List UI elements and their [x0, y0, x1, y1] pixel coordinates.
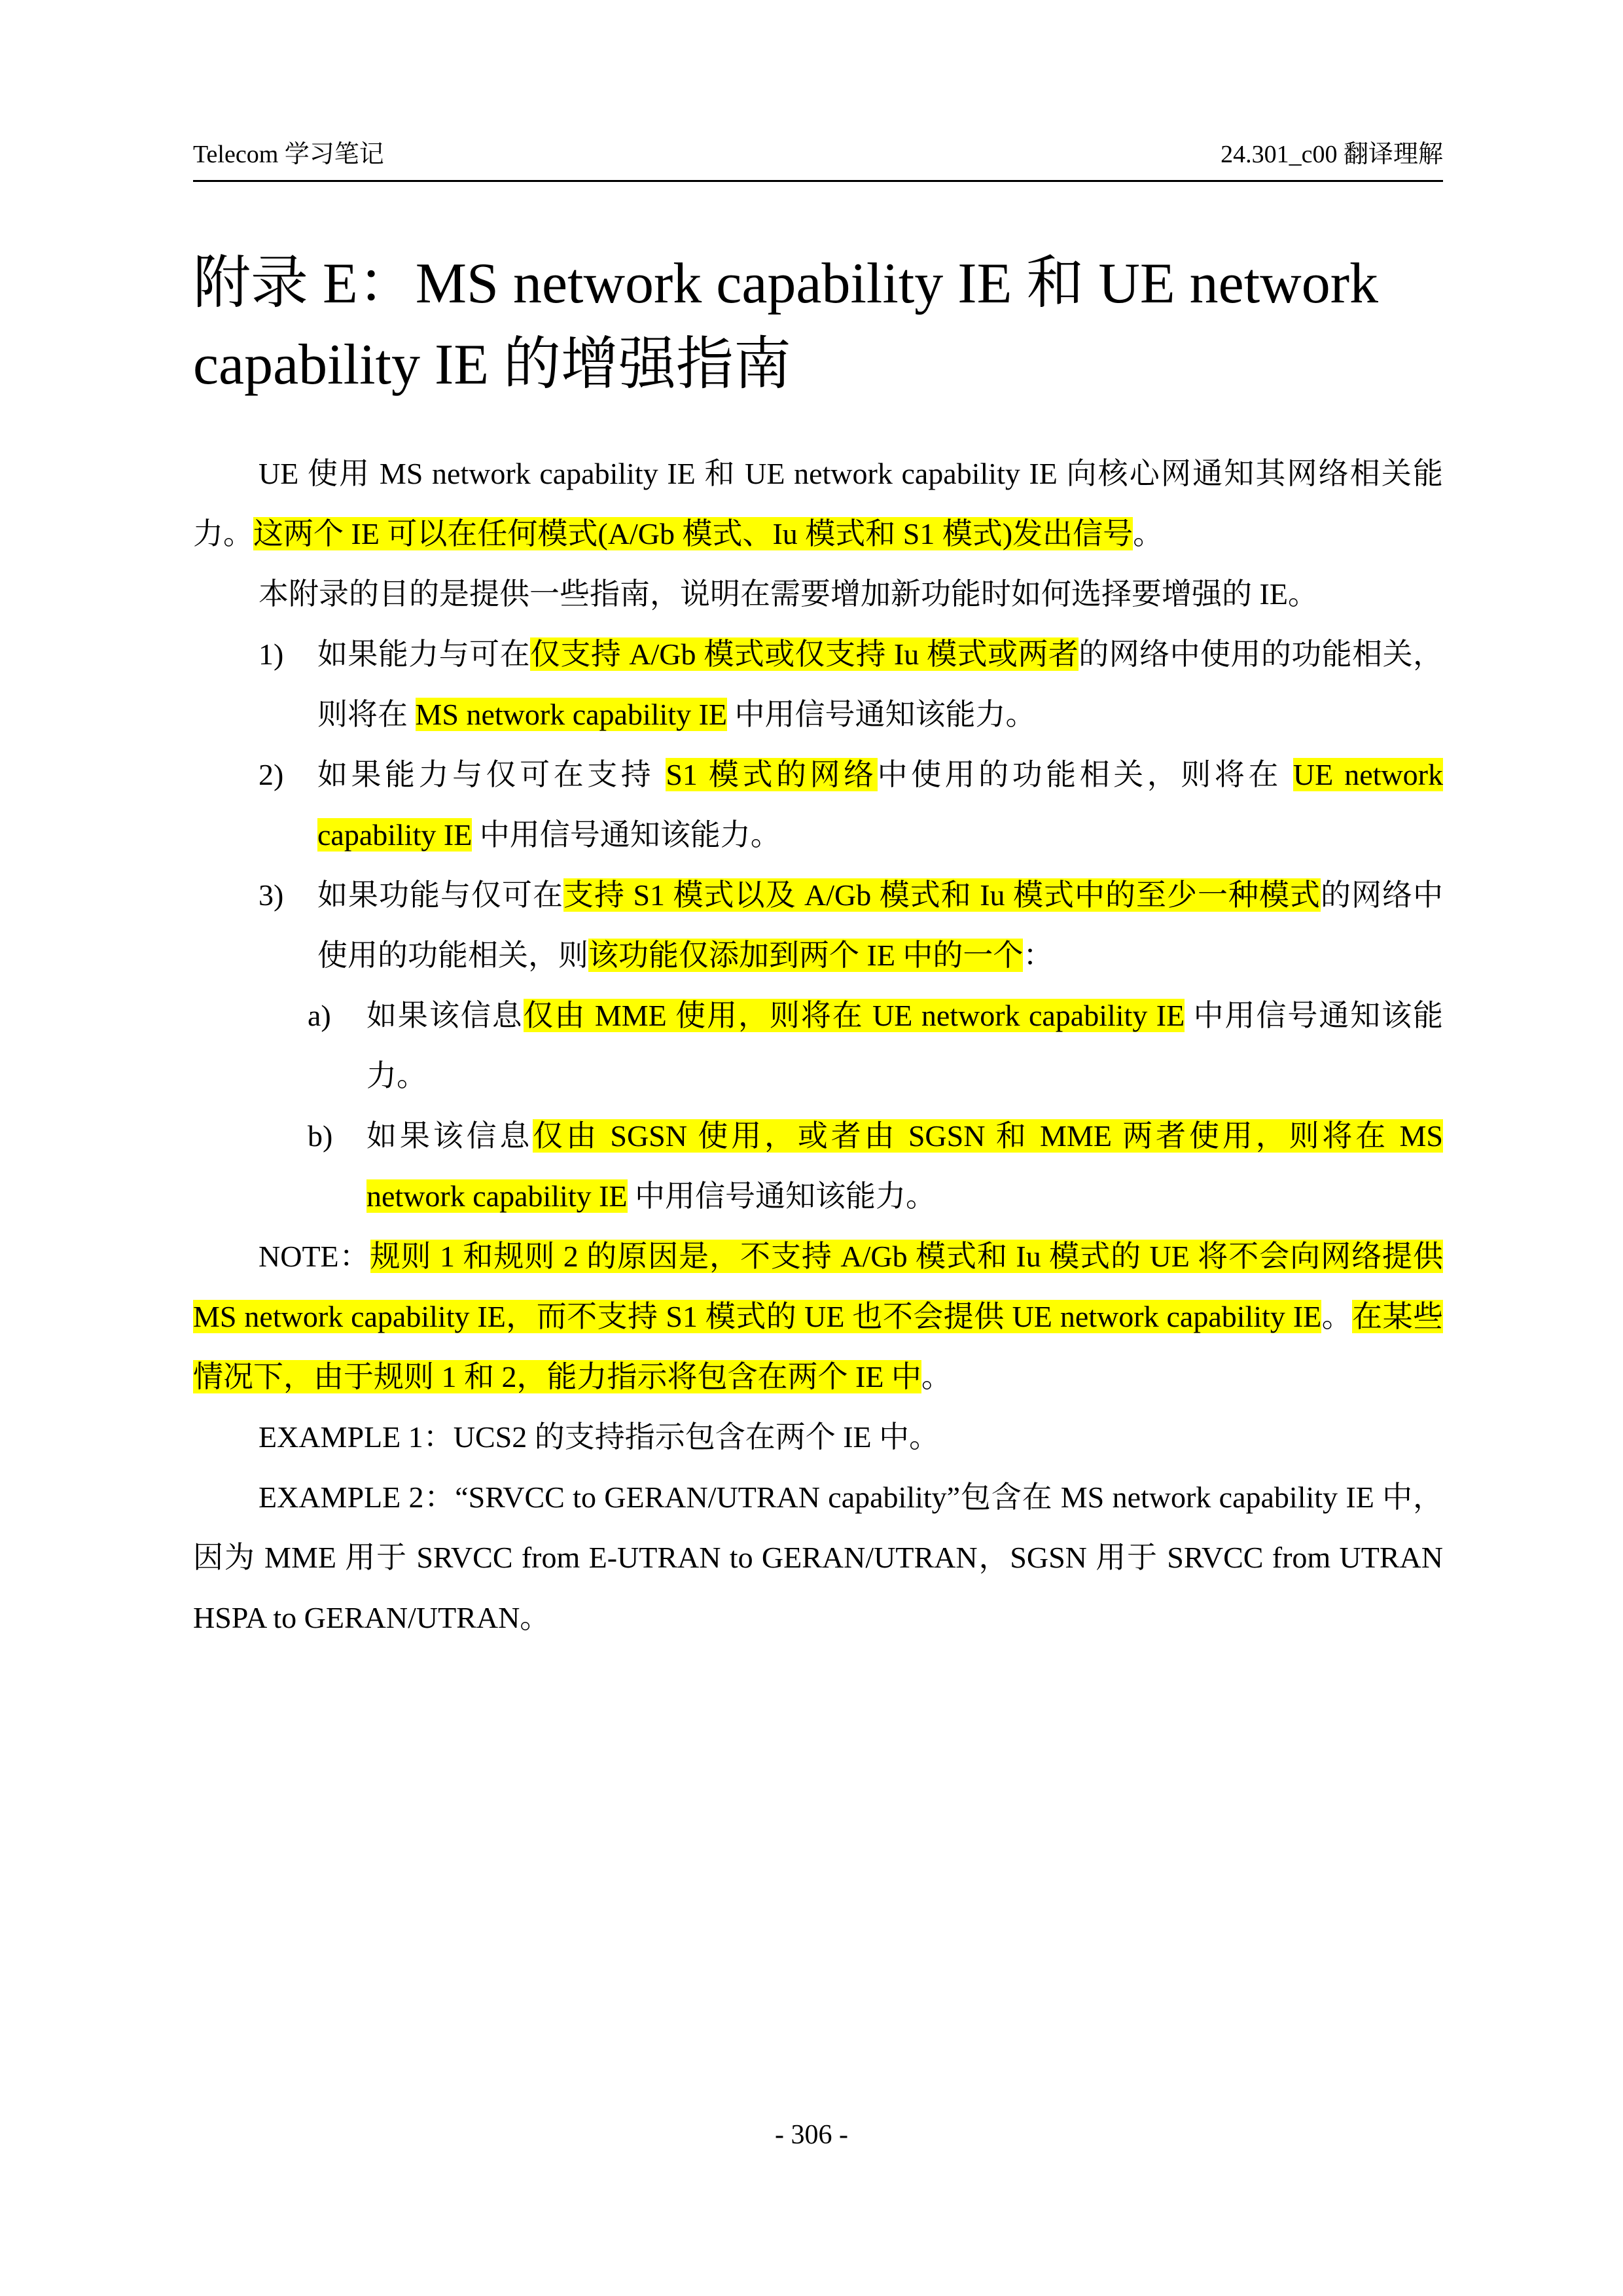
purpose-paragraph: 本附录的目的是提供一些指南，说明在需要增加新功能时如何选择要增强的 IE。: [259, 577, 1318, 611]
rule-text: 如果功能与仅可在: [317, 878, 563, 912]
example-2: EXAMPLE 2：“SRVCC to GERAN/UTRAN capability”包含在 MS network capability IE 中，因为 MME 用于 SRVCC from E-UTRAN to GERAN/UTRAN，SGSN 用于 SRVCC from UTRAN HSPA to GERAN/UTRAN。: [193, 1480, 1443, 1634]
rule-highlight: 该功能仅添加到两个 IE 中的一个: [588, 939, 1024, 972]
note-label: NOTE：: [259, 1240, 370, 1273]
rule-text: 如果能力与仅可在支持: [317, 758, 666, 791]
note-highlight: 规则 1 和规则 2 的原因是，不支持 A/Gb 模式和 Iu 模式的 UE 将不会向网络提供 MS network capability IE，而不支持 S1 模式的 UE 也不会提供 UE network capability IE: [193, 1240, 1443, 1333]
rule-text: ：: [1023, 939, 1054, 972]
example-1: EXAMPLE 1：UCS2 的支持指示包含在两个 IE 中。: [259, 1420, 940, 1454]
rule-text: 中使用的功能相关，则将在: [877, 758, 1293, 791]
rule-highlight: MS network capability IE: [415, 698, 728, 731]
page-header: [193, 134, 1443, 182]
intro-paragraph: [193, 444, 1443, 564]
rule-text: 中用信号通知该能力。: [727, 698, 1036, 731]
rule-item: [193, 865, 1443, 986]
rule-highlight: UE network capability IE: [317, 758, 1444, 852]
header-right-text: 24.301_c00 翻译理解: [1221, 141, 1443, 168]
sub-rule-item: [193, 986, 1443, 1106]
note-text: 。: [921, 1360, 952, 1393]
sub-rule-text: 中用信号通知该能力。: [627, 1179, 936, 1213]
appendix-title: 附录 E：MS network capability IE 和 UE network capability IE 的增强指南: [193, 252, 1379, 397]
note-paragraph: [193, 1227, 1443, 1407]
rule-text: 的网络中使用的功能相关，则: [317, 878, 1444, 972]
header-left-text: Telecom 学习笔记: [193, 141, 384, 168]
rule-highlight: S1 模式的网络: [666, 758, 878, 791]
rule-text: 如果能力与可在: [317, 637, 531, 671]
sub-rule-number: a): [308, 999, 331, 1032]
rule-text: 的网络中使用的功能相关，则将在: [317, 637, 1444, 731]
sub-rule-text: 如果该信息: [366, 1119, 533, 1153]
sub-rule-highlight: 仅由 MME 使用，则将在 UE network capability IE: [523, 999, 1185, 1032]
sub-rule-item: [193, 1106, 1443, 1227]
rule-text: 中用信号通知该能力。: [472, 818, 781, 852]
intro-text: UE 使用 MS network capability IE 和 UE network capability IE 向核心网通知其网络相关能力。: [193, 457, 1443, 550]
page-number: - 306 -: [775, 2120, 848, 2150]
rule-item: [193, 745, 1443, 865]
rule-number: 1): [259, 637, 284, 671]
sub-rule-number: b): [308, 1119, 333, 1153]
note-text: 。: [1321, 1300, 1353, 1333]
sub-rule-text: 如果该信息: [366, 999, 524, 1032]
rule-highlight: 支持 S1 模式以及 A/Gb 模式和 Iu 模式中的至少一种模式: [563, 878, 1321, 912]
sub-rule-highlight: 仅由 SGSN 使用，或者由 SGSN 和 MME 两者使用，则将在 MS network capability IE: [366, 1119, 1443, 1213]
intro-end: 。: [1133, 517, 1164, 550]
document-body: [193, 444, 1443, 1648]
rule-number: 3): [259, 878, 284, 912]
rule-number: 2): [259, 758, 284, 791]
intro-highlight: 这两个 IE 可以在任何模式(A/Gb 模式、Iu 模式和 S1 模式)发出信号: [253, 517, 1133, 550]
sub-rule-text: 中用信号通知该能力。: [366, 999, 1444, 1092]
rule-highlight: 仅支持 A/Gb 模式或仅支持 Iu 模式或两者: [530, 637, 1079, 671]
note-highlight: 在某些情况下，由于规则 1 和 2，能力指示将包含在两个 IE 中: [193, 1300, 1444, 1393]
rule-item: [193, 624, 1443, 745]
